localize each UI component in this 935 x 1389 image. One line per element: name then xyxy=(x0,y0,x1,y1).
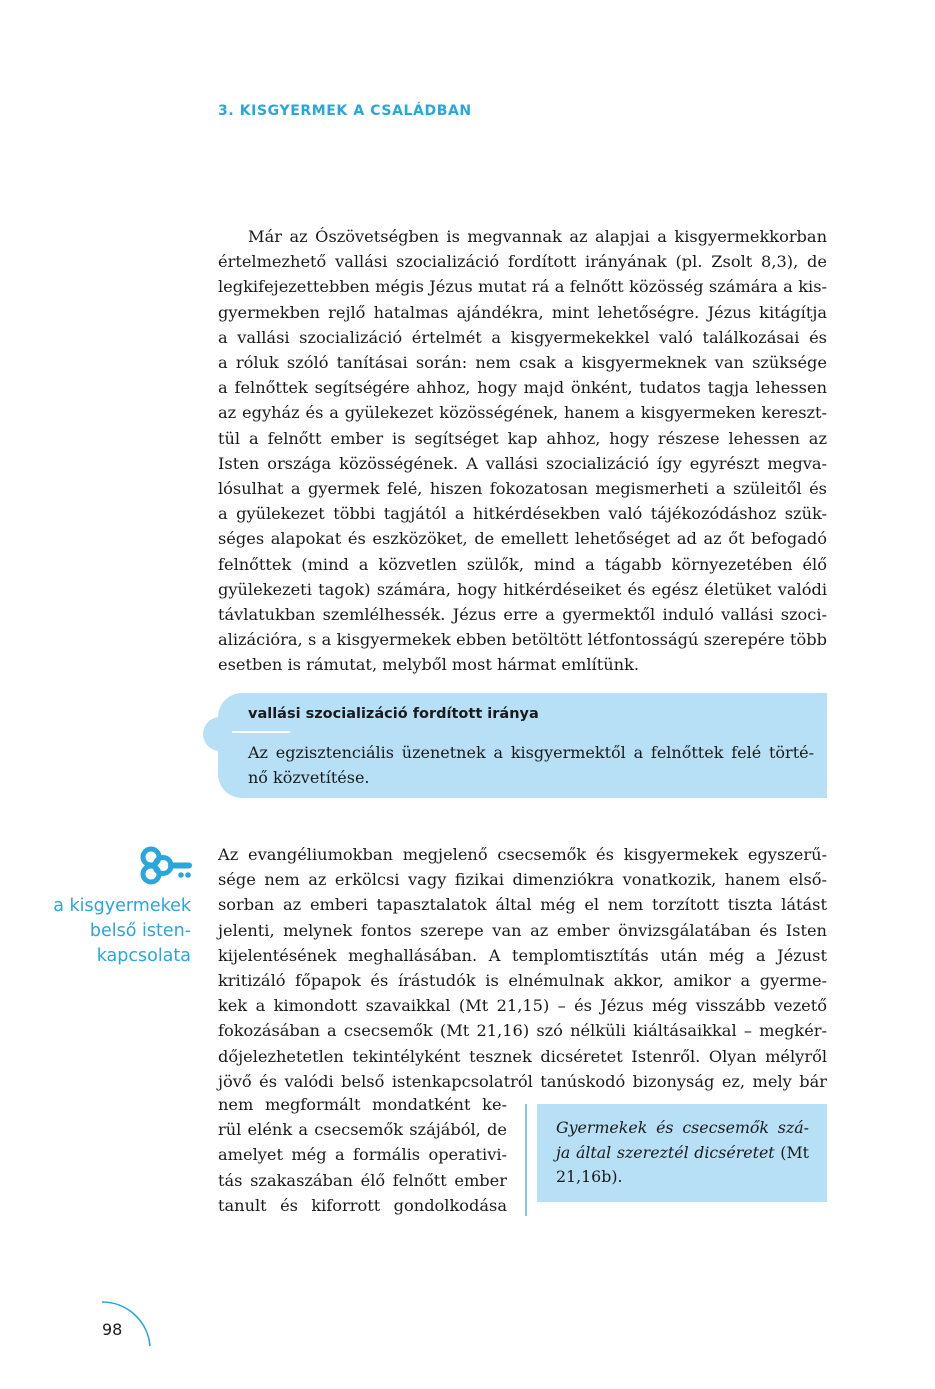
definition-text xyxy=(248,740,814,790)
margin-note-line: a kisgyermekek xyxy=(53,896,191,916)
text-line: tanult és kiforrott gondolkodása xyxy=(218,1195,507,1215)
text-line: Az egzisztenciális üzenetnek a kisgyermektől a felnőttek felé törté- xyxy=(248,743,814,762)
text-line: tül a felnőtt ember is segítséget kap ahhoz, hogy részese lehessen az xyxy=(218,428,827,448)
text-line: nem megformált mondatként ke- xyxy=(218,1095,507,1114)
text-line: rül elénk a csecsemők szájából, de xyxy=(218,1120,507,1140)
text-line: legkifejezettebben mégis Jézus mutat rá a felnőtt közösség számára a kis- xyxy=(218,277,827,297)
margin-note xyxy=(53,894,191,969)
text-line: sége nem az erkölcsi vagy fizikai dimenziókra vonatkozik, hanem első- xyxy=(218,870,827,890)
text-line: fokozásában a csecsemők (Mt 21,16) szó nélküli kiáltásaikkal – megkér- xyxy=(218,1021,827,1041)
text-line: a gyülekezet többi tagjától a hitkérdésekben való tájékozódáshoz szük- xyxy=(218,504,827,524)
text-line: Már az Ószövetségben is megvannak az alapjai a kisgyermekkorban xyxy=(248,227,827,246)
text-line: Az evangéliumokban megjelenő csecsemők és kisgyermekek egyszerű- xyxy=(218,845,827,864)
page-number: 98 xyxy=(102,1320,123,1339)
quote-text xyxy=(556,1116,809,1190)
paragraph-main xyxy=(218,842,827,1094)
text-line: séges alapokat és eszközöket, de emellett lehetőséget ad az őt befogadó xyxy=(218,529,827,549)
key-icon xyxy=(138,846,194,886)
text-line: jövő és valódi belső istenkapcsolatról tanúskodó bizonyság ez, mely bár xyxy=(218,1071,827,1091)
text-line: a róluk szóló tanításai során: nem csak a kisgyermeknek van szüksége xyxy=(218,353,827,373)
quote-bar xyxy=(525,1104,527,1216)
text-line: kek a kimondott szavaikkal (Mt 21,15) – és Jézus még visszább vezető xyxy=(218,996,827,1016)
text-line: gyermekben rejlő hatalmas ajándékra, mint lehetőségre. Jézus kitágítja xyxy=(218,302,827,322)
quote-italic: ja által szereztél dicséretet xyxy=(556,1142,775,1162)
text-line: távlatukban szemlélhessék. Jézus erre a gyermektől induló vallási szoci- xyxy=(218,605,827,625)
margin-note-line: belső isten- xyxy=(89,921,191,941)
definition-term: vallási szocializáció fordított iránya xyxy=(248,706,539,722)
text-line: amelyet még a formális operativi- xyxy=(218,1145,507,1165)
text-line: nő közvetítése. xyxy=(248,768,370,787)
text-line: lósulhat a gyermek felé, hiszen fokozatosan megismerheti a szüleitől és xyxy=(218,479,827,499)
paragraph-intro xyxy=(218,224,827,678)
text-line: Isten országa közösségének. A vallási szocializáció így egyrészt megva- xyxy=(218,453,827,473)
quote-italic: Gyermekek és csecsemők szá- xyxy=(556,1118,809,1137)
quote-line xyxy=(556,1116,809,1141)
text-line: a vallási szocializáció értelmét a kisgyermekekkel való találkozásai és xyxy=(218,327,827,347)
text-line: tás szakaszában élő felnőtt ember xyxy=(218,1170,507,1190)
text-line: értelmezhető vallási szocializáció fordított irányának (pl. Zsolt 8,3), de xyxy=(218,252,827,272)
text-line: az egyház és a gyülekezet közösségének, hanem a kisgyermeken kereszt- xyxy=(218,403,827,423)
text-line: dőjelezhetetlen tekintélyként tesznek dicséretet Istenről. Olyan mélyről xyxy=(218,1046,827,1066)
margin-note-line: kapcsolata xyxy=(96,946,191,966)
quote-reference: (Mt xyxy=(774,1142,809,1162)
paragraph-continued xyxy=(218,1092,507,1218)
text-line: kijelentésének meghallásában. A templomtisztítás után még a Jézust xyxy=(218,945,827,965)
definition-divider xyxy=(232,731,290,733)
text-line: gyülekezeti tagok) számára, hogy hitkérdéseiket és egész életüket valódi xyxy=(218,579,827,599)
text-line: esetben is rámutat, melyből most hármat említünk. xyxy=(218,655,640,675)
text-line: kritizáló főpapok és írástudók is elnémulnak akkor, amikor a gyerme- xyxy=(218,971,827,991)
text-line: felnőttek (mind a közvetlen szülők, mind a tágabb környezetében élő xyxy=(218,554,827,574)
text-line: alizációra, s a kisgyermekek ebben betöltött létfontosságú szerepére több xyxy=(218,630,827,650)
text-line: a felnőttek segítségére ahhoz, hogy majd önként, tudatos tagja lehessen xyxy=(218,378,827,398)
text-line: sorban az emberi tapasztalatok által még el nem torzított tiszta látást xyxy=(218,895,827,915)
text-line: jelenti, melynek fontos szerepe van az ember önvizsgálatában és Isten xyxy=(218,920,827,940)
quote-line: 21,16b). xyxy=(556,1167,623,1186)
quote-line xyxy=(556,1141,809,1166)
chapter-heading: 3. KISGYERMEK A CSALÁDBAN xyxy=(218,103,472,119)
